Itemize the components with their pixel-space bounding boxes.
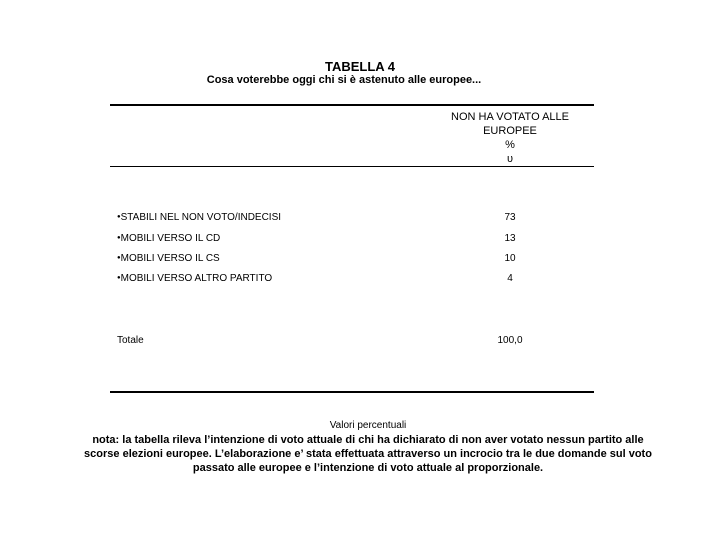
column-header-line1: NON HA VOTATO ALLE [451, 111, 569, 123]
row-label [117, 273, 272, 284]
row-value: 10 [504, 253, 516, 264]
column-header [425, 110, 595, 166]
source-caption: Valori percentuali [329, 420, 407, 431]
bullet-icon: ● [117, 275, 121, 281]
bullet-icon: ● [117, 235, 121, 241]
row-value: 73 [504, 212, 516, 223]
total-label: Totale [117, 335, 144, 346]
row-label [117, 253, 220, 264]
row-label-text: MOBILI VERSO IL CD [120, 233, 221, 244]
bullet-icon: ● [117, 255, 121, 261]
row-label-text: STABILI NEL NON VOTO/INDECISI [120, 212, 282, 223]
column-header-percent: % [505, 139, 515, 151]
bullet-icon: ● [117, 214, 121, 220]
table-header-rule [110, 166, 594, 167]
table-title: TABELLA 4 [324, 59, 396, 74]
table-top-rule [110, 104, 594, 106]
row-label-text: MOBILI VERSO IL CS [120, 253, 220, 264]
row-label [117, 233, 220, 244]
row-value: 13 [504, 233, 516, 244]
row-label [117, 212, 281, 223]
row-value: 4 [507, 273, 513, 284]
table-note: nota: la tabella rileva l’intenzione di voto attuale di chi ha dichiarato di non aver votato nessun partito alle scorse elezioni europee. L’elaborazione e’ stata effettuata attraverso un incrocio tra le due domande sul voto passato alle europee e l’intenzione di voto attuale al proporzionale. [84, 434, 652, 474]
table-subtitle: Cosa voterebbe oggi chi si è astenuto alle europee... [206, 74, 482, 86]
row-label-text: MOBILI VERSO ALTRO PARTITO [120, 273, 273, 284]
table-bottom-rule [110, 391, 594, 393]
column-header-symbol: υ [506, 153, 513, 165]
column-header-line2: EUROPEE [483, 125, 537, 137]
total-value: 100,0 [497, 335, 523, 346]
